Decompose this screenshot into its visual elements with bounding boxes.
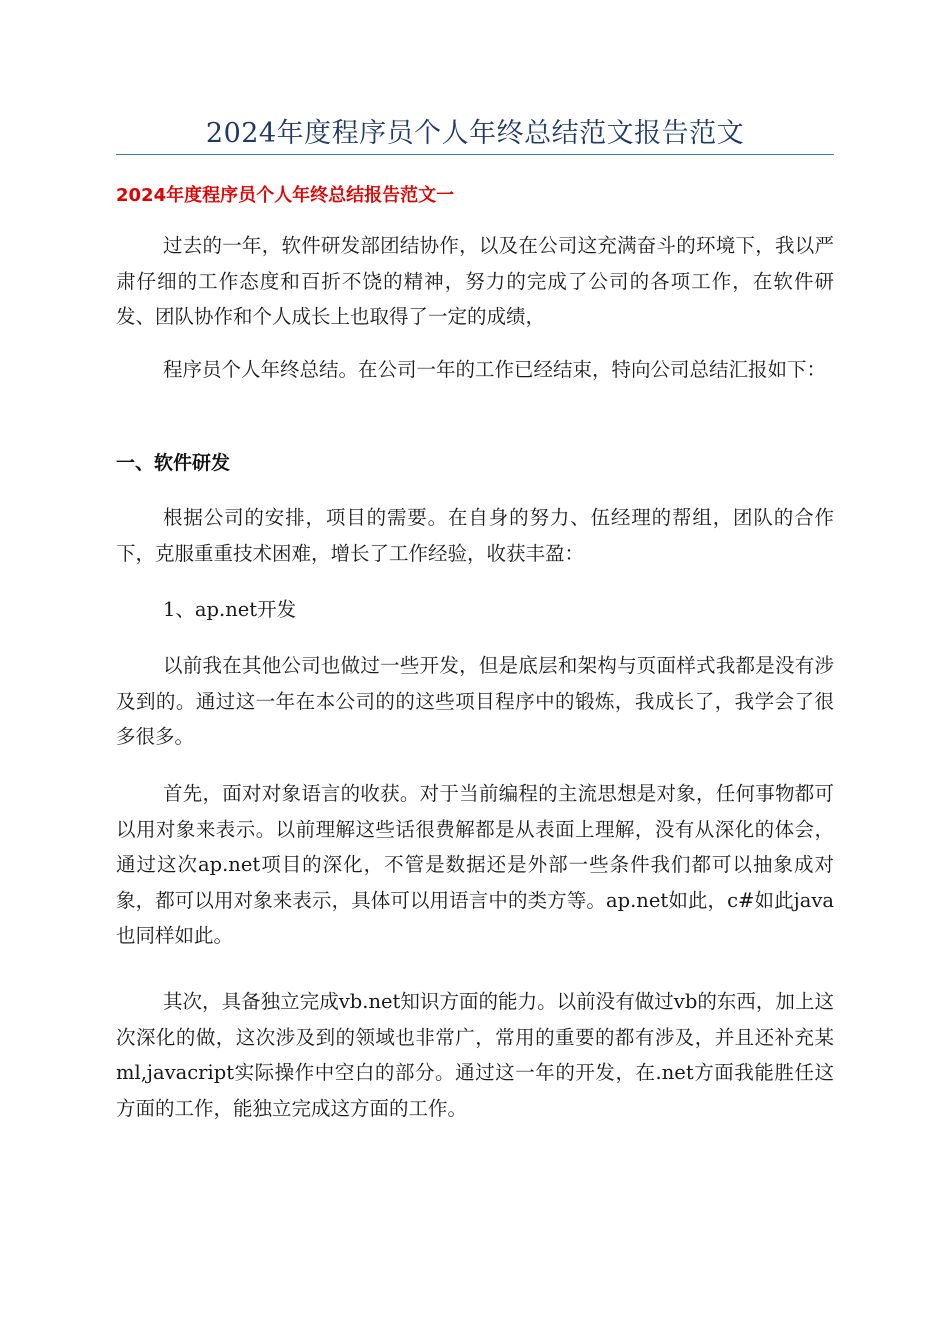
paragraph-summary: 程序员个人年终总结。在公司一年的工作已经结束，特向公司总结汇报如下：: [163, 358, 827, 381]
list-item-aspnet: 1、ap.net开发: [163, 598, 297, 621]
paragraph-section-intro: 根据公司的安排，项目的需要。在自身的努力、伍经理的帮组，团队的合作下，克服重重技术困难，增长了工作经验，收获丰盈：: [116, 506, 834, 565]
title-underline: [116, 154, 834, 155]
document-title: 2024年度程序员个人年终总结范文报告范文: [205, 118, 745, 149]
report-subtitle: 2024年度程序员个人年终总结报告范文一: [116, 185, 455, 206]
paragraph-body-3: 其次，具备独立完成vb.net知识方面的能力。以前没有做过vb的东西，加上这次深化的做，这次涉及到的领域也非常广，常用的重要的都有涉及，并且还补充某ml,javacript实际操作中空白的部分。通过这一年的开发，在.net方面我能胜任这方面的工作，能独立完成这方面的工作。: [116, 990, 834, 1120]
section-heading-software-dev: 一、软件研发: [116, 452, 231, 474]
paragraph-body-2: 首先，面对对象语言的收获。对于当前编程的主流思想是对象，任何事物都可以用对象来表示。以前理解这些话很费解都是从表面上理解，没有从深化的体会，通过这次ap.net项目的深化，不管是数据还是外部一些条件我们都可以抽象成对象，都可以用对象来表示，具体可以用语言中的类方等。ap.net如此，c#如此java也同样如此。: [116, 782, 834, 947]
paragraph-intro: 过去的一年，软件研发部团结协作，以及在公司这充满奋斗的环境下，我以严肃仔细的工作态度和百折不饶的精神，努力的完成了公司的各项工作，在软件研发、团队协作和个人成长上也取得了一定的成绩，: [116, 234, 834, 328]
paragraph-body-1: 以前我在其他公司也做过一些开发，但是底层和架构与页面样式我都是没有涉及到的。通过这一年在本公司的的这些项目程序中的锻炼，我成长了，我学会了很多很多。: [116, 654, 834, 748]
